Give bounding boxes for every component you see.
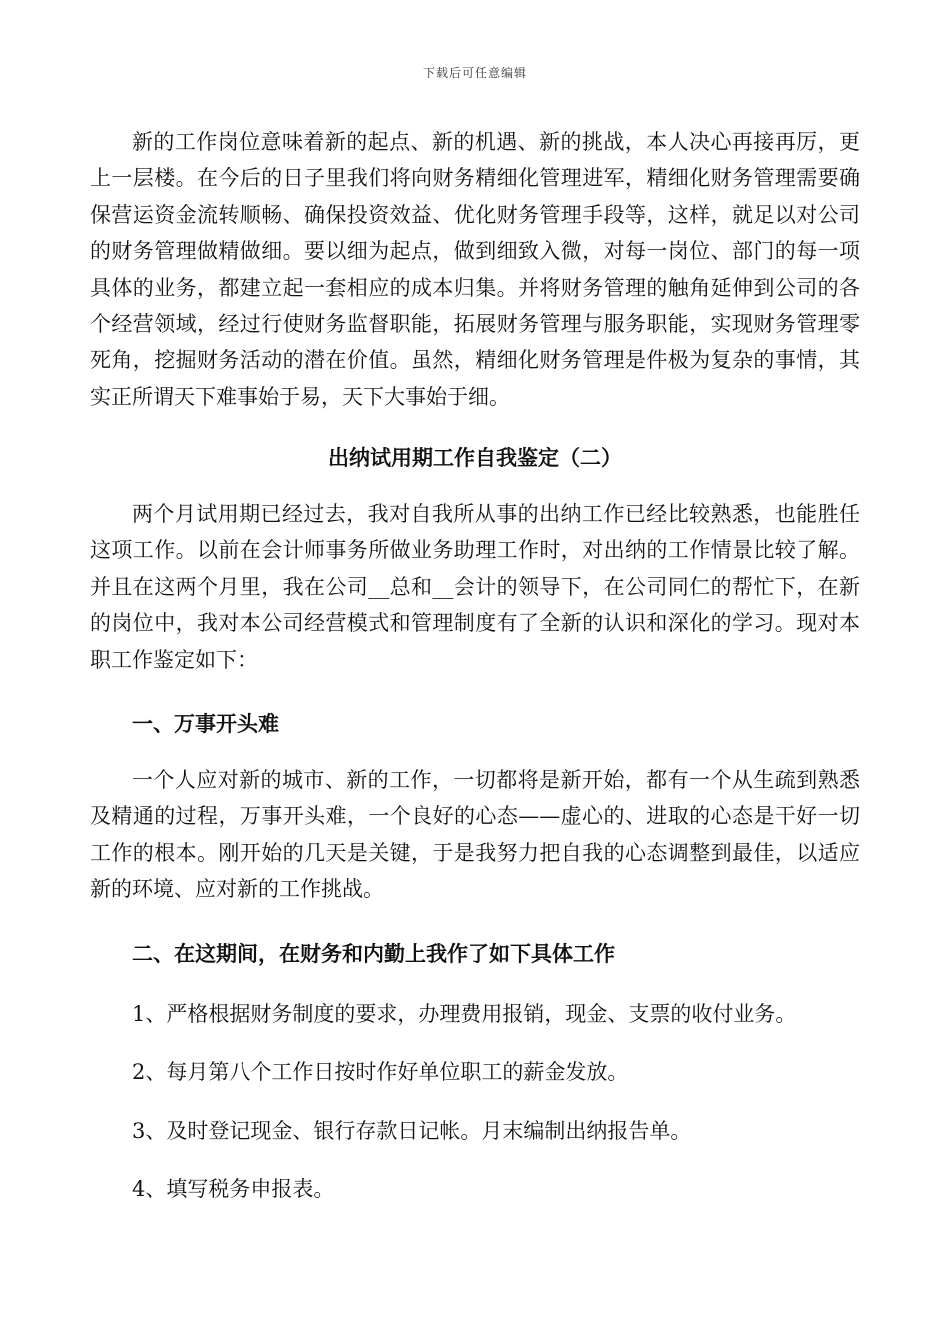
body-paragraph-2 [90,496,860,678]
heading-2: 二、在这期间，在财务和内勤上我作了如下具体工作 [132,941,615,966]
body-paragraph-1 [90,124,860,415]
list-item: 1、严格根据财务制度的要求，办理费用报销，现金、支票的收付业务。 [132,1002,797,1026]
heading-1: 一、万事开头难 [132,711,279,736]
body-paragraph-3 [90,762,860,908]
paragraph-text: 两个月试用期已经过去，我对自我所从事的出纳工作已经比较熟悉，也能胜任这项工作。以前在会计师事务所做业务助理工作时，对出纳的工作情景比较了解。并且在这两个月里，我在公司__总和__会计的领导下，在公司同仁的帮忙下，在新的岗位中，我对本公司经营模式和管理制度有了全新的认识和深化的学习。现对本职工作鉴定如下： [90,502,860,672]
paragraph-text: 一个人应对新的城市、新的工作，一切都将是新开始，都有一个从生疏到熟悉及精通的过程，万事开头难，一个良好的心态——虚心的、进取的心态是干好一切工作的根本。刚开始的几天是关键，于是我努力把自我的心态调整到最佳，以适应新的环境、应对新的工作挑战。 [90,768,860,902]
list-item: 4、填写税务申报表。 [132,1177,335,1201]
paragraph-text: 新的工作岗位意味着新的起点、新的机遇、新的挑战，本人决心再接再厉，更上一层楼。在今后的日子里我们将向财务精细化管理进军，精细化财务管理需要确保营运资金流转顺畅、确保投资效益、优化财务管理手段等，这样，就足以对公司的财务管理做精做细。要以细为起点，做到细致入微，对每一岗位、部门的每一项具体的业务，都建立起一套相应的成本归集。并将财务管理的触角延伸到公司的各个经营领域，经过行使财务监督职能，拓展财务管理与服务职能，实现财务管理零死角，挖掘财务活动的潜在价值。虽然，精细化财务管理是件极为复杂的事情，其实正所谓天下难事始于易，天下大事始于细。 [90,130,860,409]
section-title: 出纳试用期工作自我鉴定（二） [328,445,622,470]
list-item: 2、每月第八个工作日按时作好单位职工的薪金发放。 [132,1060,629,1084]
list-item: 3、及时登记现金、银行存款日记帐。月末编制出纳报告单。 [132,1119,692,1143]
header-note: 下载后可任意编辑 [422,66,527,80]
